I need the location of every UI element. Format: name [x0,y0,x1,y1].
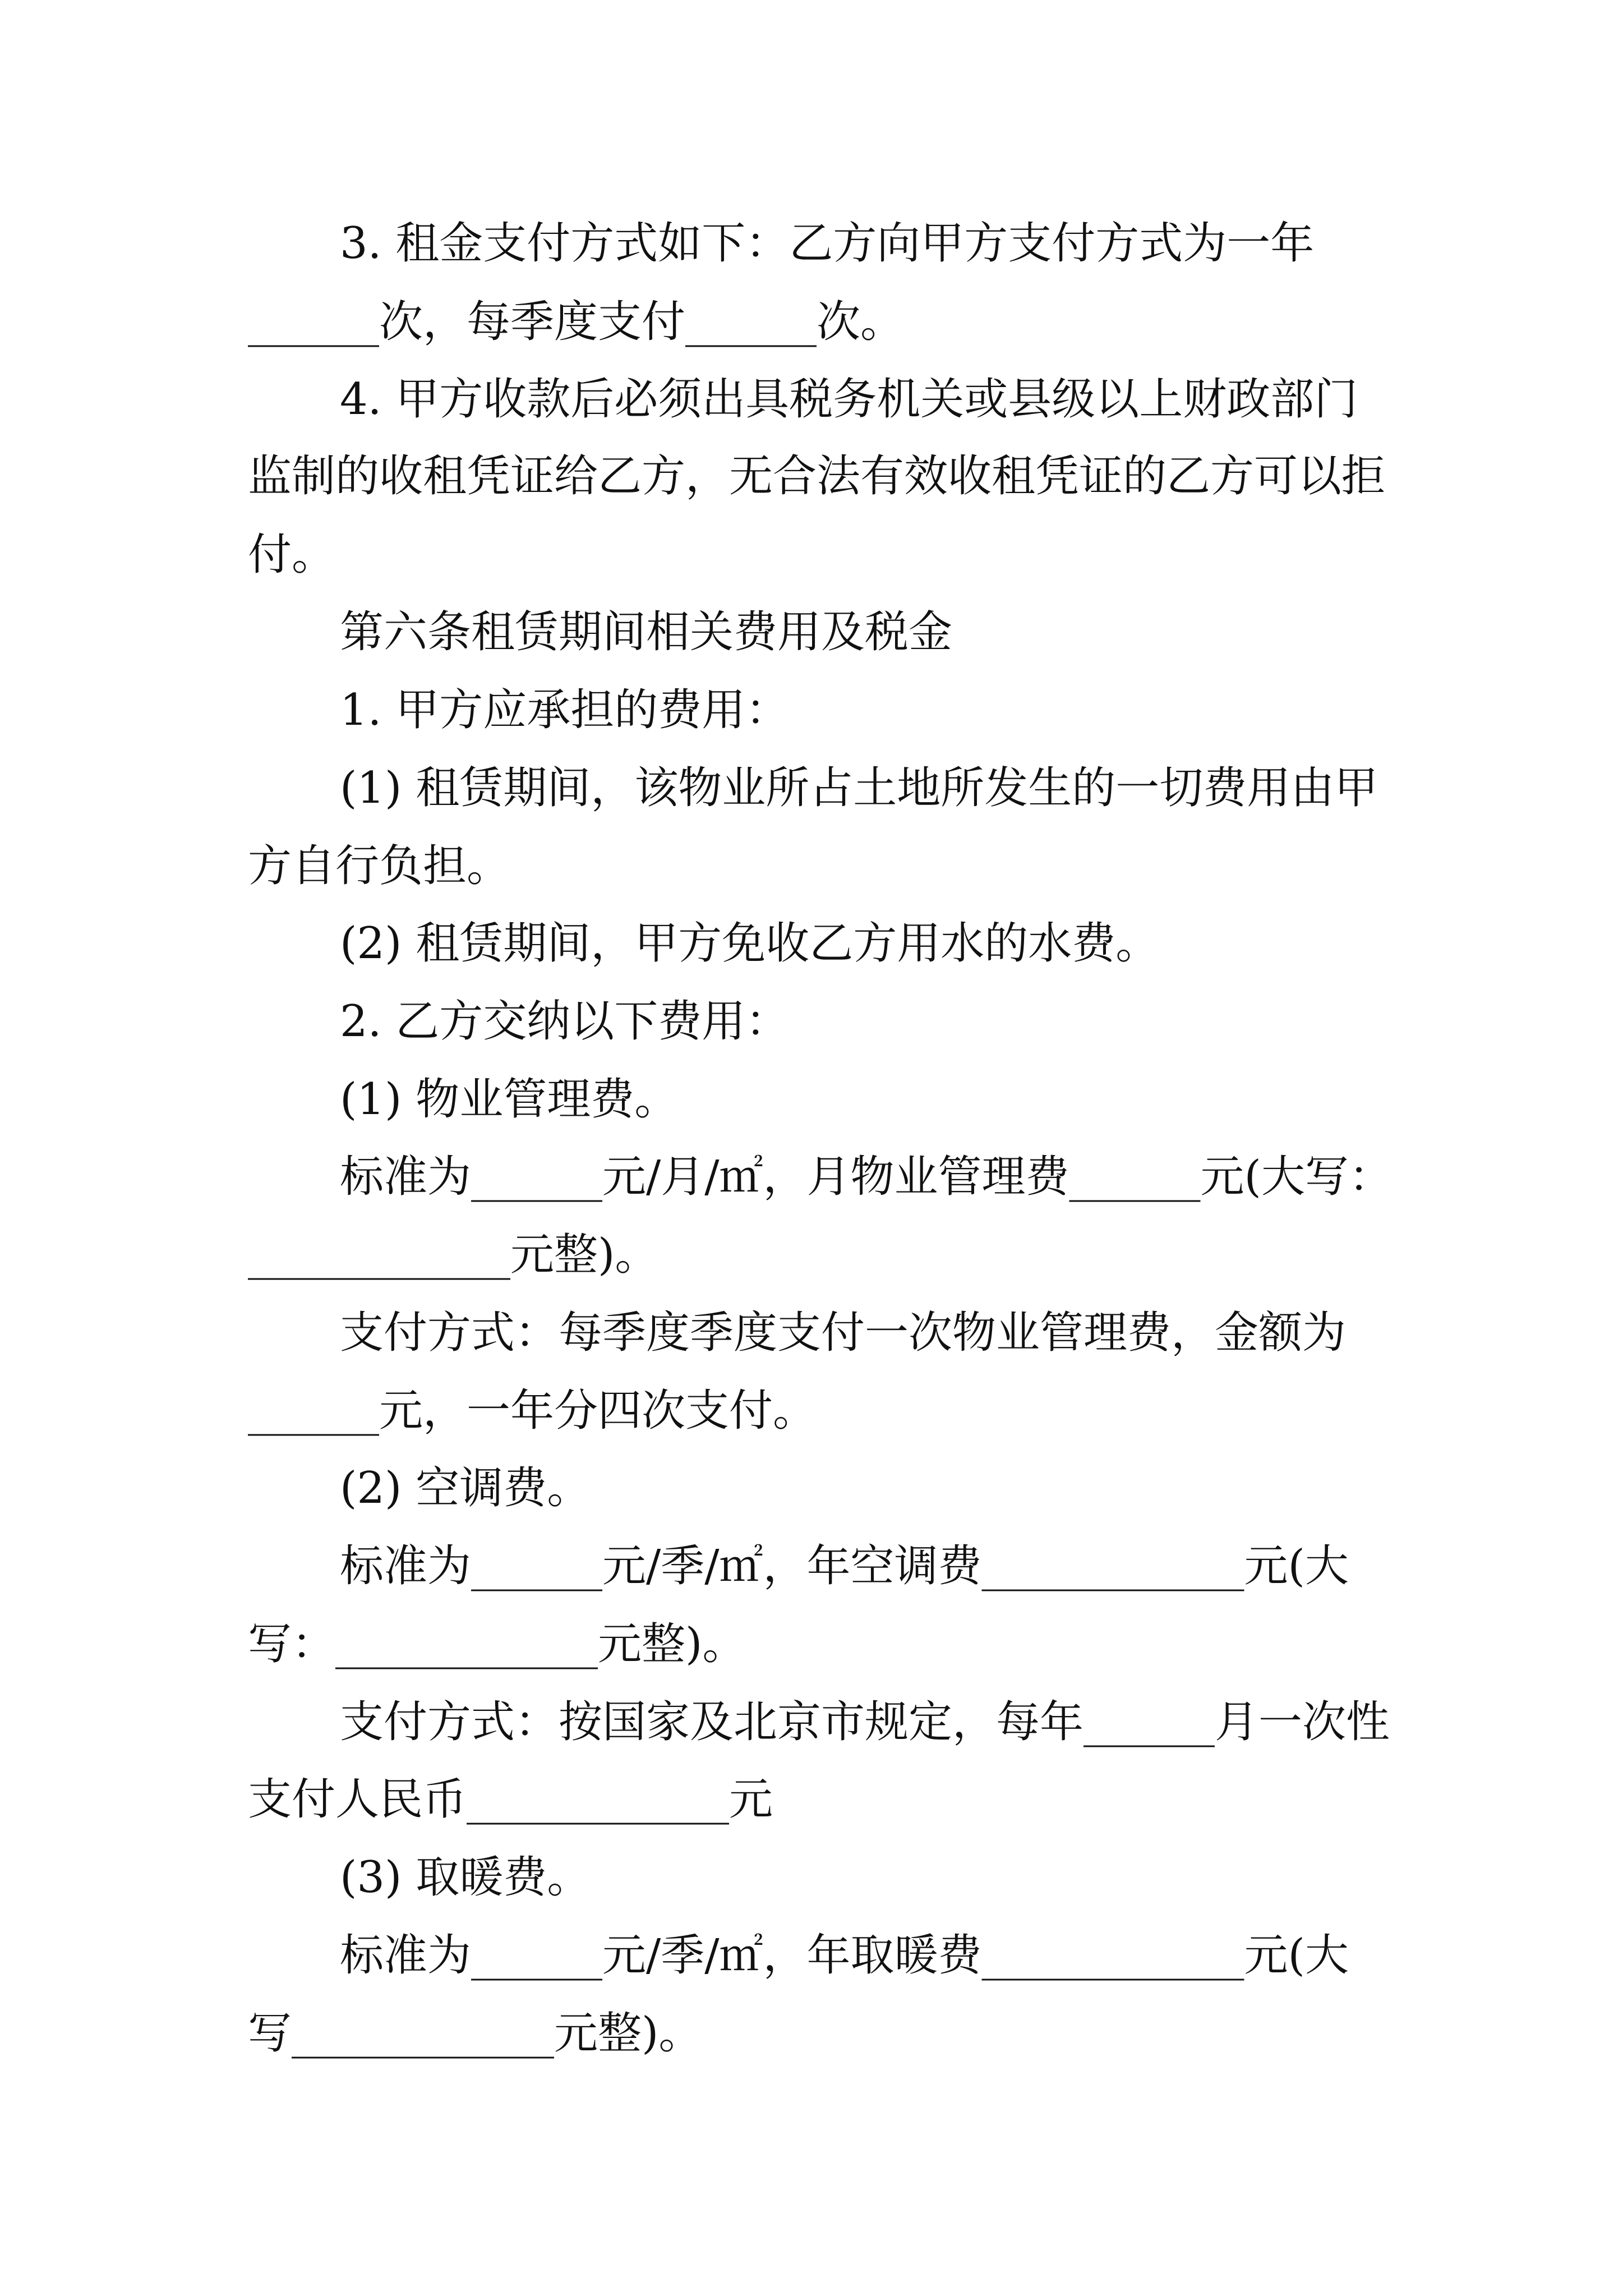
text-line-24: 写____________元整)。 [248,2008,703,2059]
text-line-12: (1) 物业管理费。 [340,1074,679,1125]
text-line-23: 标准为______元/季/㎡，年取暖费____________元(大 [340,1930,1349,1981]
text-line-3: 4. 甲方收款后必须出具税务机关或县级以上财政部门 [340,374,1358,425]
text-line-19: 写：____________元整)。 [248,1619,746,1669]
text-line-7: 1. 甲方应承担的费用： [340,685,790,735]
text-line-11: 2. 乙方交纳以下费用： [340,996,790,1047]
text-line-1: 3. 租金支付方式如下：乙方向甲方支付方式为一年 [340,218,1315,269]
text-line-16: ______元，一年分四次支付。 [248,1386,817,1436]
text-line-14: ____________元整)。 [248,1230,659,1280]
text-line-21: 支付人民币____________元 [248,1774,773,1825]
text-line-5: 付。 [248,530,336,580]
text-line-18: 标准为______元/季/㎡，年空调费____________元(大 [340,1541,1349,1591]
section-heading: 第六条租赁期间相关费用及税金 [340,607,953,657]
text-line-17: (2) 空调费。 [340,1463,591,1513]
text-line-15: 支付方式：每季度季度支付一次物业管理费，金额为 [340,1308,1347,1358]
text-line-8: (1) 租赁期间，该物业所占土地所发生的一切费用由甲 [340,763,1378,813]
text-line-4: 监制的收租凭证给乙方，无合法有效收租凭证的乙方可以拒 [248,451,1386,501]
text-line-10: (2) 租赁期间，甲方免收乙方用水的水费。 [340,918,1160,969]
text-line-22: (3) 取暖费。 [340,1852,591,1903]
text-line-13: 标准为______元/月/㎡，月物业管理费______元(大写： [340,1152,1393,1202]
text-line-20: 支付方式：按国家及北京市规定，每年______月一次性 [340,1697,1390,1747]
text-line-2: ______次，每季度支付______次。 [248,297,905,347]
text-line-9: 方自行负担。 [248,841,511,891]
